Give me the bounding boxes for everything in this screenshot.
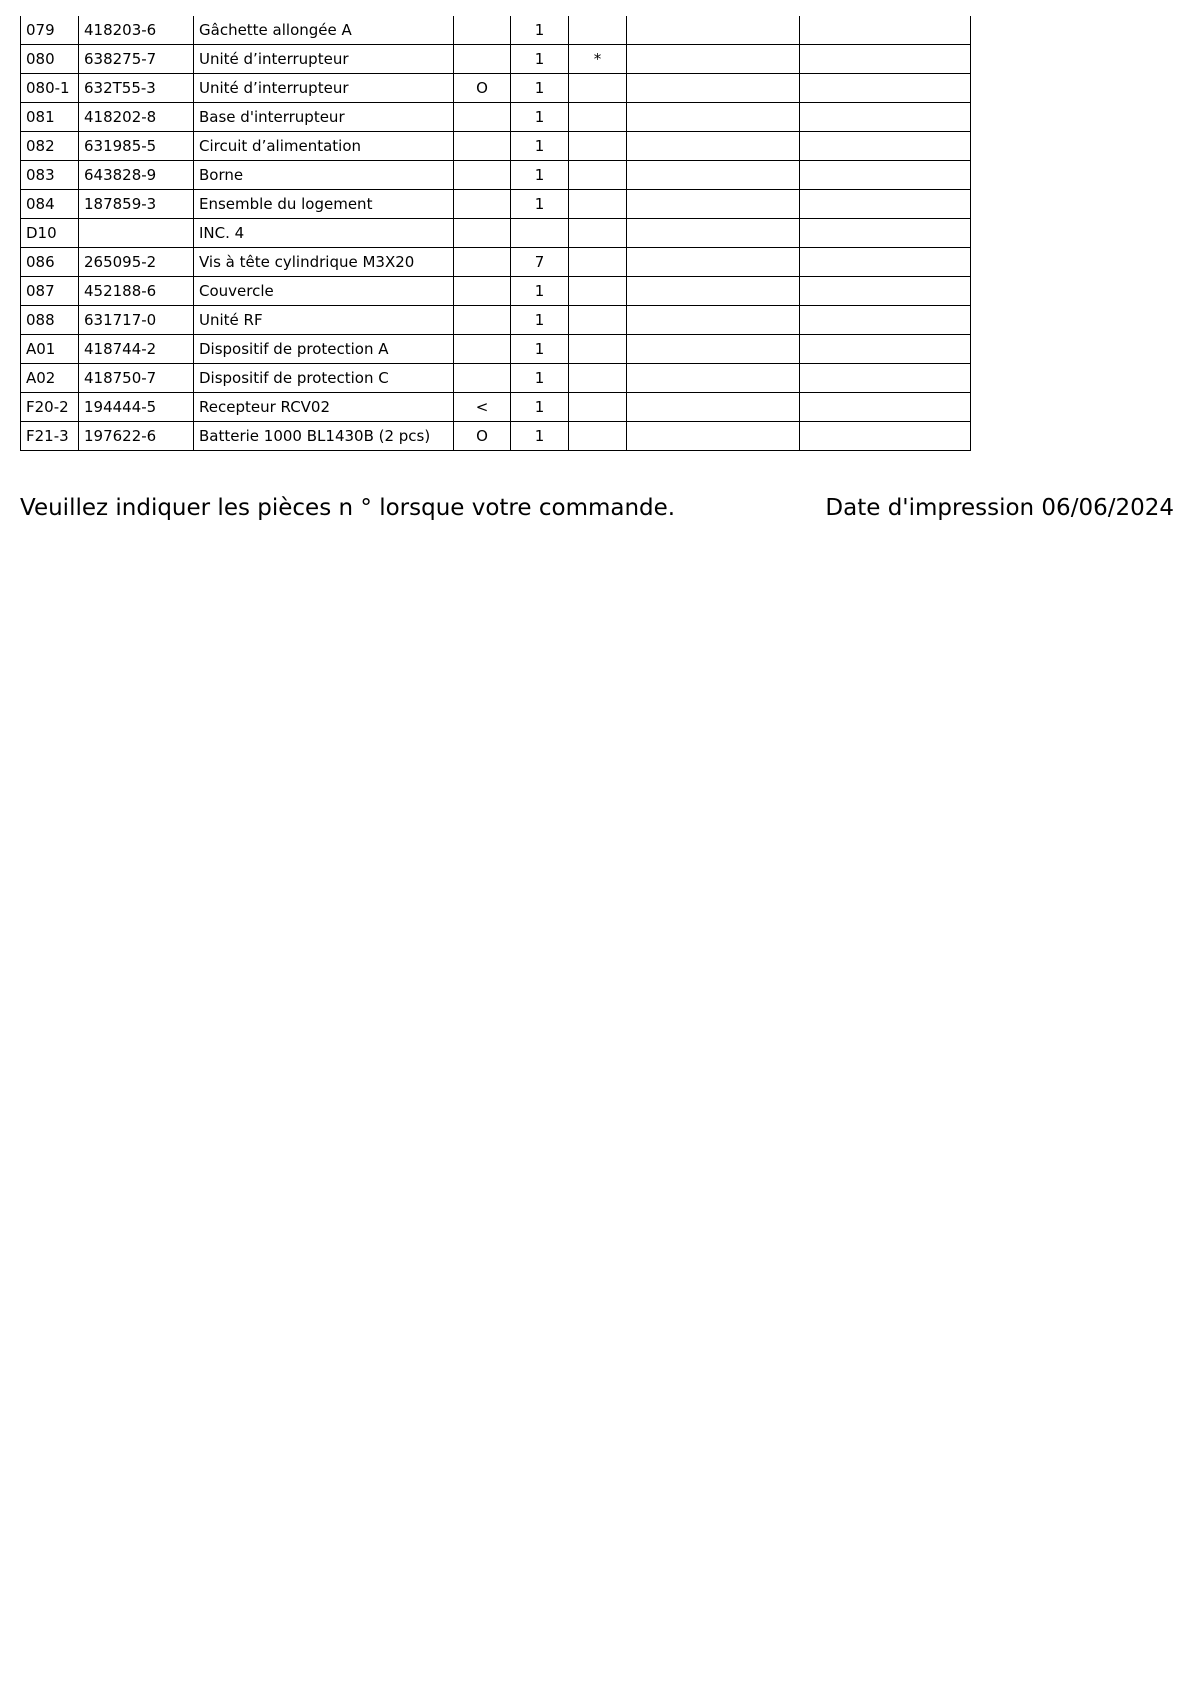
item-number-cell: A01 bbox=[21, 335, 79, 364]
blank-cell bbox=[627, 422, 800, 451]
blank-cell bbox=[800, 219, 971, 248]
part-number-cell: 418744-2 bbox=[79, 335, 194, 364]
table-row bbox=[21, 248, 971, 277]
table-row bbox=[21, 45, 971, 74]
quantity-cell: 1 bbox=[511, 306, 569, 335]
blank-cell bbox=[800, 306, 971, 335]
quantity-cell: 1 bbox=[511, 16, 569, 45]
mark-cell bbox=[454, 306, 511, 335]
part-number-cell: 187859-3 bbox=[79, 190, 194, 219]
note-cell bbox=[569, 364, 627, 393]
blank-cell bbox=[800, 74, 971, 103]
description-cell: Unité d’interrupteur bbox=[194, 45, 454, 74]
part-number-cell: 452188-6 bbox=[79, 277, 194, 306]
item-number-cell: 088 bbox=[21, 306, 79, 335]
mark-cell: < bbox=[454, 393, 511, 422]
note-cell bbox=[569, 422, 627, 451]
note-cell: * bbox=[569, 45, 627, 74]
blank-cell bbox=[800, 393, 971, 422]
blank-cell bbox=[627, 306, 800, 335]
description-cell: Ensemble du logement bbox=[194, 190, 454, 219]
blank-cell bbox=[800, 190, 971, 219]
item-number-cell: 080-1 bbox=[21, 74, 79, 103]
description-cell: Dispositif de protection A bbox=[194, 335, 454, 364]
description-cell: Base d'interrupteur bbox=[194, 103, 454, 132]
blank-cell bbox=[627, 335, 800, 364]
item-number-cell: 082 bbox=[21, 132, 79, 161]
quantity-cell: 7 bbox=[511, 248, 569, 277]
part-number-cell: 418203-6 bbox=[79, 16, 194, 45]
part-number-cell: 265095-2 bbox=[79, 248, 194, 277]
blank-cell bbox=[800, 45, 971, 74]
description-cell: Couvercle bbox=[194, 277, 454, 306]
note-cell bbox=[569, 219, 627, 248]
quantity-cell: 1 bbox=[511, 393, 569, 422]
mark-cell: O bbox=[454, 422, 511, 451]
quantity-cell: 1 bbox=[511, 422, 569, 451]
description-cell: Unité RF bbox=[194, 306, 454, 335]
table-row bbox=[21, 422, 971, 451]
blank-cell bbox=[800, 103, 971, 132]
description-cell: INC. 4 bbox=[194, 219, 454, 248]
part-number-cell: 194444-5 bbox=[79, 393, 194, 422]
item-number-cell: F21-3 bbox=[21, 422, 79, 451]
description-cell: Unité d’interrupteur bbox=[194, 74, 454, 103]
table-row bbox=[21, 161, 971, 190]
blank-cell bbox=[627, 132, 800, 161]
note-cell bbox=[569, 16, 627, 45]
mark-cell bbox=[454, 364, 511, 393]
item-number-cell: 079 bbox=[21, 16, 79, 45]
quantity-cell: 1 bbox=[511, 161, 569, 190]
part-number-cell: 632T55-3 bbox=[79, 74, 194, 103]
blank-cell bbox=[627, 219, 800, 248]
blank-cell bbox=[800, 132, 971, 161]
note-cell bbox=[569, 132, 627, 161]
item-number-cell: 086 bbox=[21, 248, 79, 277]
note-cell bbox=[569, 306, 627, 335]
quantity-cell: 1 bbox=[511, 45, 569, 74]
table-row bbox=[21, 103, 971, 132]
mark-cell bbox=[454, 190, 511, 219]
part-number-cell: 638275-7 bbox=[79, 45, 194, 74]
item-number-cell: 081 bbox=[21, 103, 79, 132]
description-cell: Gâchette allongée A bbox=[194, 16, 454, 45]
table-row bbox=[21, 16, 971, 45]
table-row bbox=[21, 74, 971, 103]
blank-cell bbox=[627, 161, 800, 190]
blank-cell bbox=[627, 393, 800, 422]
quantity-cell: 1 bbox=[511, 103, 569, 132]
note-cell bbox=[569, 335, 627, 364]
note-cell bbox=[569, 248, 627, 277]
blank-cell bbox=[627, 103, 800, 132]
table-row bbox=[21, 190, 971, 219]
item-number-cell: 083 bbox=[21, 161, 79, 190]
part-number-cell: 643828-9 bbox=[79, 161, 194, 190]
item-number-cell: 084 bbox=[21, 190, 79, 219]
part-number-cell: 197622-6 bbox=[79, 422, 194, 451]
part-number-cell: 418202-8 bbox=[79, 103, 194, 132]
mark-cell: O bbox=[454, 74, 511, 103]
table-row bbox=[21, 219, 971, 248]
order-instruction-note: Veuillez indiquer les pièces n ° lorsque votre commande. bbox=[20, 495, 676, 521]
note-cell bbox=[569, 277, 627, 306]
parts-table-body bbox=[21, 16, 971, 451]
table-row bbox=[21, 306, 971, 335]
parts-table bbox=[20, 16, 971, 451]
note-cell bbox=[569, 103, 627, 132]
item-number-cell: F20-2 bbox=[21, 393, 79, 422]
quantity-cell: 1 bbox=[511, 277, 569, 306]
table-row bbox=[21, 277, 971, 306]
mark-cell bbox=[454, 161, 511, 190]
part-number-cell: 418750-7 bbox=[79, 364, 194, 393]
description-cell: Dispositif de protection C bbox=[194, 364, 454, 393]
table-row bbox=[21, 335, 971, 364]
item-number-cell: A02 bbox=[21, 364, 79, 393]
blank-cell bbox=[627, 277, 800, 306]
description-cell: Vis à tête cylindrique M3X20 bbox=[194, 248, 454, 277]
item-number-cell: 087 bbox=[21, 277, 79, 306]
item-number-cell: 080 bbox=[21, 45, 79, 74]
blank-cell bbox=[800, 364, 971, 393]
description-cell: Circuit d’alimentation bbox=[194, 132, 454, 161]
blank-cell bbox=[627, 364, 800, 393]
blank-cell bbox=[800, 248, 971, 277]
mark-cell bbox=[454, 335, 511, 364]
description-cell: Recepteur RCV02 bbox=[194, 393, 454, 422]
note-cell bbox=[569, 161, 627, 190]
note-cell bbox=[569, 74, 627, 103]
note-cell bbox=[569, 190, 627, 219]
blank-cell bbox=[800, 161, 971, 190]
part-number-cell: 631717-0 bbox=[79, 306, 194, 335]
blank-cell bbox=[627, 190, 800, 219]
description-cell: Borne bbox=[194, 161, 454, 190]
description-cell: Batterie 1000 BL1430B (2 pcs) bbox=[194, 422, 454, 451]
blank-cell bbox=[627, 248, 800, 277]
mark-cell bbox=[454, 45, 511, 74]
quantity-cell: 1 bbox=[511, 335, 569, 364]
mark-cell bbox=[454, 16, 511, 45]
item-number-cell: D10 bbox=[21, 219, 79, 248]
mark-cell bbox=[454, 248, 511, 277]
blank-cell bbox=[627, 45, 800, 74]
quantity-cell: 1 bbox=[511, 190, 569, 219]
mark-cell bbox=[454, 132, 511, 161]
part-number-cell bbox=[79, 219, 194, 248]
quantity-cell: 1 bbox=[511, 132, 569, 161]
blank-cell bbox=[800, 335, 971, 364]
mark-cell bbox=[454, 103, 511, 132]
print-date: Date d'impression 06/06/2024 bbox=[825, 495, 1174, 521]
mark-cell bbox=[454, 277, 511, 306]
blank-cell bbox=[627, 74, 800, 103]
table-row bbox=[21, 393, 971, 422]
note-cell bbox=[569, 393, 627, 422]
quantity-cell: 1 bbox=[511, 74, 569, 103]
quantity-cell bbox=[511, 219, 569, 248]
table-row bbox=[21, 364, 971, 393]
blank-cell bbox=[800, 422, 971, 451]
blank-cell bbox=[800, 16, 971, 45]
part-number-cell: 631985-5 bbox=[79, 132, 194, 161]
quantity-cell: 1 bbox=[511, 364, 569, 393]
table-row bbox=[21, 132, 971, 161]
blank-cell bbox=[800, 277, 971, 306]
blank-cell bbox=[627, 16, 800, 45]
mark-cell bbox=[454, 219, 511, 248]
